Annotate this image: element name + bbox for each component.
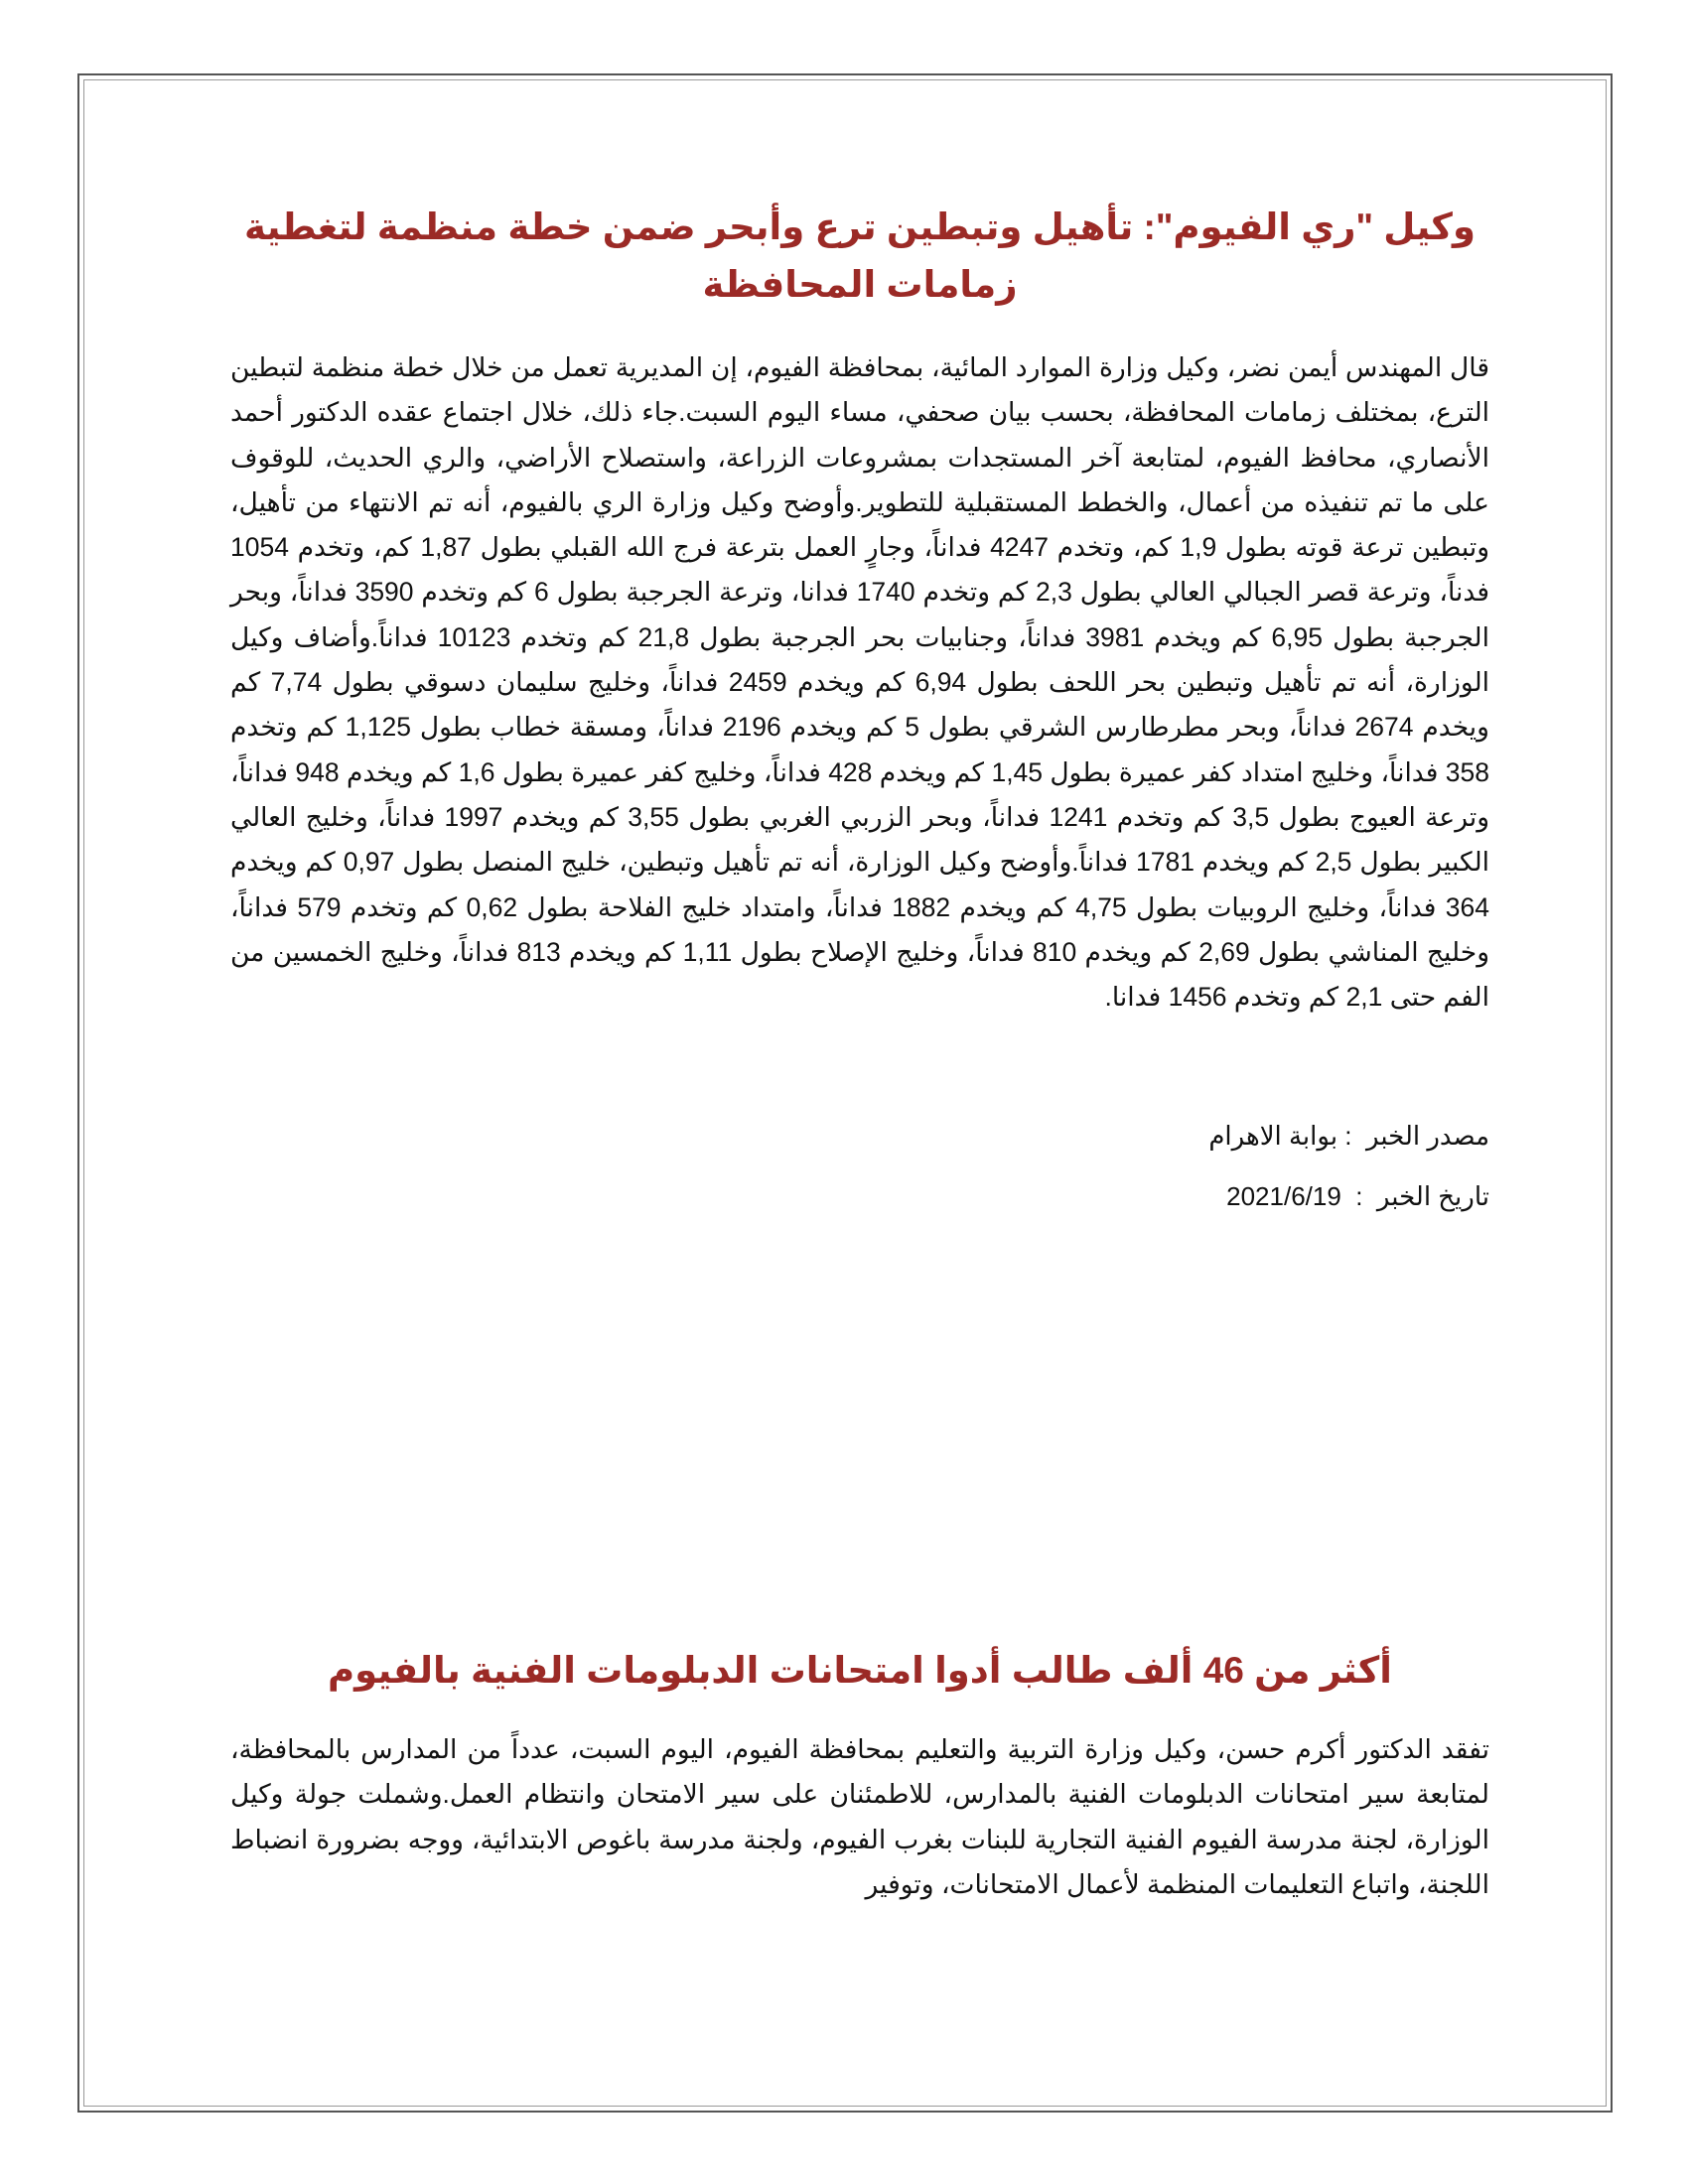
article-body: قال المهندس أيمن نضر، وكيل وزارة الموارد المائية، بمحافظة الفيوم، إن المديرية تعمل من خلال خطة منظمة لتبطين الترع، بمختلف زمامات المحافظة، بحسب بيان صحفي، مساء اليوم السبت.جاء ذلك، خلال اجتماع عقده الدكتور أحمد الأنصاري، محافظ الفيوم، لمتابعة آخر المستجدات بمشروعات الزراعة، واستصلاح الأراضي، والري الحديث، للوقوف على ما تم تنفيذه من أعمال، والخطط المستقبلية للتطوير.وأوضح وكيل وزارة الري بالفيوم، أنه تم الانتهاء من تأهيل، وتبطين ترعة قوته بطول 1,9 كم، وتخدم 4247 فداناً، وجارٍ العمل بترعة فرج الله القبلي بطول 1,87 كم، وتخدم 1054 فدناً، وترعة قصر الجبالي العالي بطول 2,3 كم وتخدم 1740 فدانا، وترعة الجرجبة بطول 6 كم وتخدم 3590 فداناً، وبحر الجرجبة بطول 6,95 كم ويخدم 3981 فداناً، وجنابيات بحر الجرجبة بطول 21,8 كم وتخدم 10123 فداناً.وأضاف وكيل الوزارة، أنه تم تأهيل وتبطين بحر اللحف بطول 6,94 كم ويخدم 2459 فداناً، وخليج سليمان دسوقي بطول 7,74 كم ويخدم 2674 فداناً، وبحر مطرطارس الشرقي بطول 5 كم ويخدم 2196 فداناً، ومسقة خطاب بطول 1,125 كم وتخدم 358 فداناً، وخليج امتداد كفر عميرة بطول 1,45 كم ويخدم 428 فداناً، وخليج كفر عميرة بطول 1,6 كم ويخدم 948 فداناً، وترعة العيوج بطول 3,5 كم وتخدم 1241 فداناً، وبحر الزربي الغربي بطول 3,55 كم ويخدم 1997 فداناً، وخليج العالي الكبير بطول 2,5 كم ويخدم 1781 فداناً.وأوضح وكيل الوزارة، أنه تم تأهيل وتبطين، خليج المنصل بطول 0,97 كم ويخدم 364 فداناً، وخليج الروبيات بطول 4,75 كم ويخدم 1882 فداناً، وامتداد خليج الفلاحة بطول 0,62 كم وتخدم 579 فداناً، وخليج المناشي بطول 2,69 كم ويخدم 810 فداناً، وخليج الإصلاح بطول 1,11 كم ويخدم 813 فداناً، وخليج الخمسين من الفم حتى 2,1 كم وتخدم 1456 فدانا. [230, 352, 1490, 1013]
news-date-line [230, 1181, 1489, 1211]
article-body: تفقد الدكتور أكرم حسن، وكيل وزارة التربية والتعليم بمحافظة الفيوم، اليوم السبت، عدداً من المدارس بالمحافظة، لمتابعة سير امتحانات الدبلومات الفنية بالمدارس، للاطمئنان على سير الامتحان وانتظام العمل.وشملت جولة وكيل الوزارة، لجنة مدرسة الفيوم الفنية التجارية للبنات بغرب الفيوم، ولجنة مدرسة باغوص الابتدائية، ووجه بضرورة انضباط اللجنة، واتباع التعليمات المنظمة لأعمال الامتحانات، وتوفير [230, 1734, 1489, 1899]
meta-separator: : [1337, 1121, 1366, 1152]
news-date-value: 2021/6/19 [1226, 1181, 1341, 1212]
article-title: أكثر من 46 ألف طالب أدوا امتحانات الدبلومات الفنية بالفيوم [328, 1650, 1392, 1691]
meta-separator: : [1340, 1181, 1377, 1212]
news-date-label: تاريخ الخبر [1376, 1181, 1489, 1212]
news-source-value: بوابة الاهرام [1208, 1121, 1338, 1152]
news-source-line [230, 1121, 1489, 1151]
article-title: وكيل "ري الفيوم": تأهيل وتبطين ترع وأبحر ضمن خطة منظمة لتغطية زمامات المحافظة [244, 206, 1476, 305]
news-source-label: مصدر الخبر [1365, 1121, 1489, 1152]
article-meta [230, 1121, 1489, 1211]
article-diploma-exams [230, 1646, 1489, 1907]
article-ri-fayoum [230, 199, 1489, 1242]
